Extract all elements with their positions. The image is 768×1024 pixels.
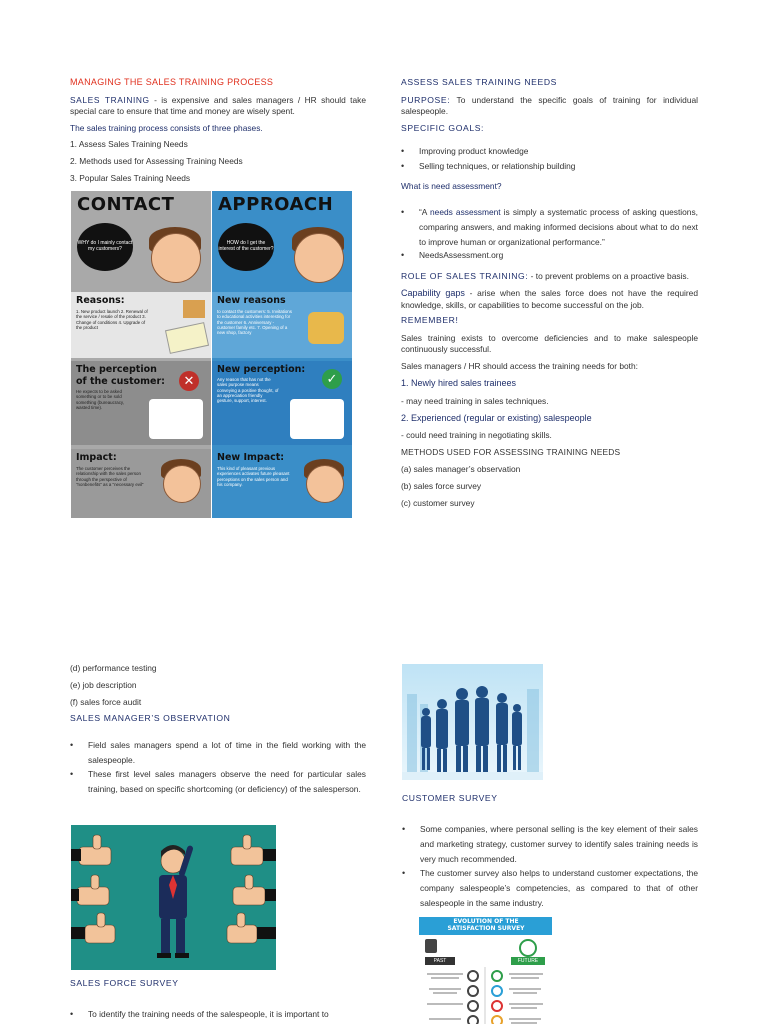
- evolution-steps: [419, 967, 552, 1024]
- approach-speech-bubble: HOW do I get the interest of the customer?: [218, 223, 274, 271]
- page2-left-column: [70, 663, 366, 797]
- method-item: (f) sales force audit: [70, 696, 142, 707]
- contact-approach-infographic: [71, 191, 352, 518]
- sales-training-definition: [70, 95, 366, 117]
- list-item: • These first level sales managers observe the need for particular sales training, based on specific shortcoming (or deficiency) of the salesperson.: [70, 767, 366, 796]
- contact-panel: [71, 191, 211, 518]
- newly-hired-heading: 1. Newly hired sales trainees: [401, 377, 517, 388]
- customer-survey-title: CUSTOMER SURVEY: [402, 793, 498, 803]
- experienced-heading: 2. Experienced (regular or existing) salespeople: [401, 412, 592, 423]
- sales-training-text: - is expensive and sales managers / HR should take special care to ensure that time and money are wisely spent.: [70, 94, 366, 116]
- quote-text: is simply a systematic process of asking questions, comparing answers, and making informed decisions about what to do next to improve human or organizational performance.”: [419, 207, 698, 247]
- method-item: (a) sales manager’s observation: [401, 464, 521, 475]
- business-people-graphic: [402, 664, 543, 780]
- document-icon: [165, 322, 209, 354]
- new-perception-title: New perception:: [217, 364, 306, 375]
- page2-right-column: [402, 793, 698, 910]
- customer-survey-list: [402, 822, 698, 910]
- phases-heading: The sales training process consists of three phases.: [70, 122, 263, 133]
- perception-band: [71, 361, 211, 445]
- method-item: (b) sales force survey: [401, 481, 482, 492]
- page1-left-column: [70, 77, 366, 184]
- cross-icon: ✕: [179, 371, 199, 391]
- remember-text: Sales training exists to overcome deficiencies and to make salespeople continuously successful.: [401, 333, 698, 355]
- role-paragraph: [401, 271, 698, 282]
- page-title: MANAGING THE SALES TRAINING PROCESS: [70, 77, 274, 87]
- list-item: • To identify the training needs of the salespeople, it is important to: [70, 1009, 366, 1020]
- assess-title: ASSESS SALES TRAINING NEEDS: [401, 77, 557, 87]
- impact-title: Impact:: [76, 452, 117, 463]
- list-item: • Selling techniques, or relationship building: [401, 161, 698, 172]
- observation-list: [70, 738, 366, 797]
- purpose-label: PURPOSE:: [401, 95, 451, 106]
- observation-title: SALES MANAGER’S OBSERVATION: [70, 712, 231, 723]
- list-item: • NeedsAssessment.org: [401, 250, 698, 261]
- target-icon: [519, 939, 537, 957]
- person-face: [163, 465, 201, 503]
- evolution-infographic: [419, 917, 552, 1024]
- contact-speech-bubble: WHY do I mainly contact my customers?: [77, 223, 133, 271]
- sales-force-survey-title: SALES FORCE SURVEY: [70, 978, 179, 988]
- thumbs-up-illustration: [71, 825, 276, 970]
- capability-gaps-paragraph: [401, 288, 698, 311]
- list-item: • Improving product knowledge: [401, 146, 698, 157]
- access-text: Sales managers / HR should access the training needs for both:: [401, 361, 638, 372]
- impact-band: [71, 449, 211, 518]
- goals-list: [401, 146, 698, 172]
- experienced-text: - could need training in negotiating skills.: [401, 430, 552, 441]
- capability-gaps-label: Capability gaps: [401, 288, 465, 299]
- gift-illustration: [308, 312, 344, 344]
- approach-panel: [212, 191, 352, 518]
- new-reasons-band: [212, 292, 352, 358]
- contact-title: CONTACT: [77, 194, 175, 215]
- new-perception-text: Any reason that has not the sales purpose means conveying a positive thought, of an appreciation friendly gesture, support, interest.: [217, 377, 279, 404]
- list-item: • Some companies, where personal selling is the key element of their sales and marketing strategy, customer survey to identify sales training needs is very much recommended.: [402, 822, 698, 866]
- clipboard-icon: [425, 939, 437, 953]
- approach-title: APPROACH: [218, 194, 334, 215]
- person-face: [294, 233, 344, 283]
- new-reasons-text: to contact the customers: 5. Invitations to educational activities interesting for the customer 6. Anniversary - customer family etc. 7. Opening of a new shop, factory: [217, 309, 292, 336]
- impact-text: The customer perceives the relationship with the sales person through the perspective of "nonbenefits" as a "necessary evil": [76, 466, 144, 487]
- quote-list: [401, 205, 698, 261]
- reasons-text: 1. New product launch 2. Renewal of the service / resale of the product 3. Change of conditions 4. Upgrade of the product: [76, 309, 148, 330]
- phase-item: 3. Popular Sales Training Needs: [70, 173, 191, 184]
- specific-goals-title: SPECIFIC GOALS:: [401, 123, 485, 134]
- role-label: ROLE OF SALES TRAINING:: [401, 271, 529, 282]
- phase-item: 2. Methods used for Assessing Training Needs: [70, 156, 243, 167]
- evolution-title: EVOLUTION OF THE SATISFACTION SURVEY: [447, 918, 525, 932]
- reasons-title: Reasons:: [76, 295, 125, 306]
- list-item: [401, 205, 698, 249]
- list-item: • Field sales managers spend a lot of time in the field working with the salespeople.: [70, 738, 366, 767]
- quote-open: “A: [419, 207, 430, 218]
- sales-training-term: SALES TRAINING: [70, 94, 150, 105]
- office-worker-illustration: [290, 399, 344, 439]
- phase-item: 1. Assess Sales Training Needs: [70, 139, 188, 150]
- person-face: [306, 465, 344, 503]
- check-icon: ✓: [322, 369, 342, 389]
- new-impact-title: New Impact:: [217, 452, 285, 463]
- capability-gaps-text: - arise when the sales force does not have the required knowledge, skills, or capabilities to become successful on the job.: [401, 288, 698, 311]
- need-assessment-question: What is need assessment?: [401, 181, 502, 192]
- method-item: (c) customer survey: [401, 497, 475, 508]
- business-people-image: [402, 664, 543, 780]
- needs-assessment-term: needs assessment: [430, 207, 501, 218]
- package-icon: [183, 300, 205, 318]
- person-face: [151, 233, 201, 283]
- newly-hired-text: - may need training in sales techniques.: [401, 395, 549, 406]
- methods-title: METHODS USED FOR ASSESSING TRAINING NEEDS: [401, 447, 621, 458]
- perception-text: He expects to be asked something or to be sold something (bureaucracy, wasted time).: [76, 389, 124, 410]
- page2-left-column-bottom: [70, 978, 366, 1020]
- survey-list: [70, 1009, 366, 1020]
- method-item: (d) performance testing: [70, 663, 157, 673]
- remember-heading: REMEMBER!: [401, 315, 459, 326]
- new-perception-band: [212, 361, 352, 445]
- new-reasons-title: New reasons: [217, 295, 286, 306]
- perception-title: The perception of the customer:: [76, 364, 165, 388]
- purpose-text: To understand the specific goals of training for individual salespeople.: [401, 95, 698, 117]
- reasons-band: [71, 292, 211, 358]
- new-impact-text: This kind of pleasant previous experiences activates future pleasant perceptions on the sales person and his company.: [217, 466, 290, 487]
- office-worker-illustration: [149, 399, 203, 439]
- purpose-paragraph: [401, 95, 698, 117]
- list-item: • The customer survey also helps to understand customer expectations, the company salespeople’s competencies, as compared to that of other salespeople in the same industry.: [402, 866, 698, 910]
- thumbs-up-graphic: [71, 825, 276, 970]
- method-item: (e) job description: [70, 679, 137, 690]
- new-impact-band: [212, 449, 352, 518]
- page1-right-column: [401, 77, 698, 509]
- past-label: PAST: [425, 957, 455, 965]
- future-label: FUTURE: [511, 957, 545, 965]
- role-text: - to prevent problems on a proactive basis.: [528, 271, 689, 282]
